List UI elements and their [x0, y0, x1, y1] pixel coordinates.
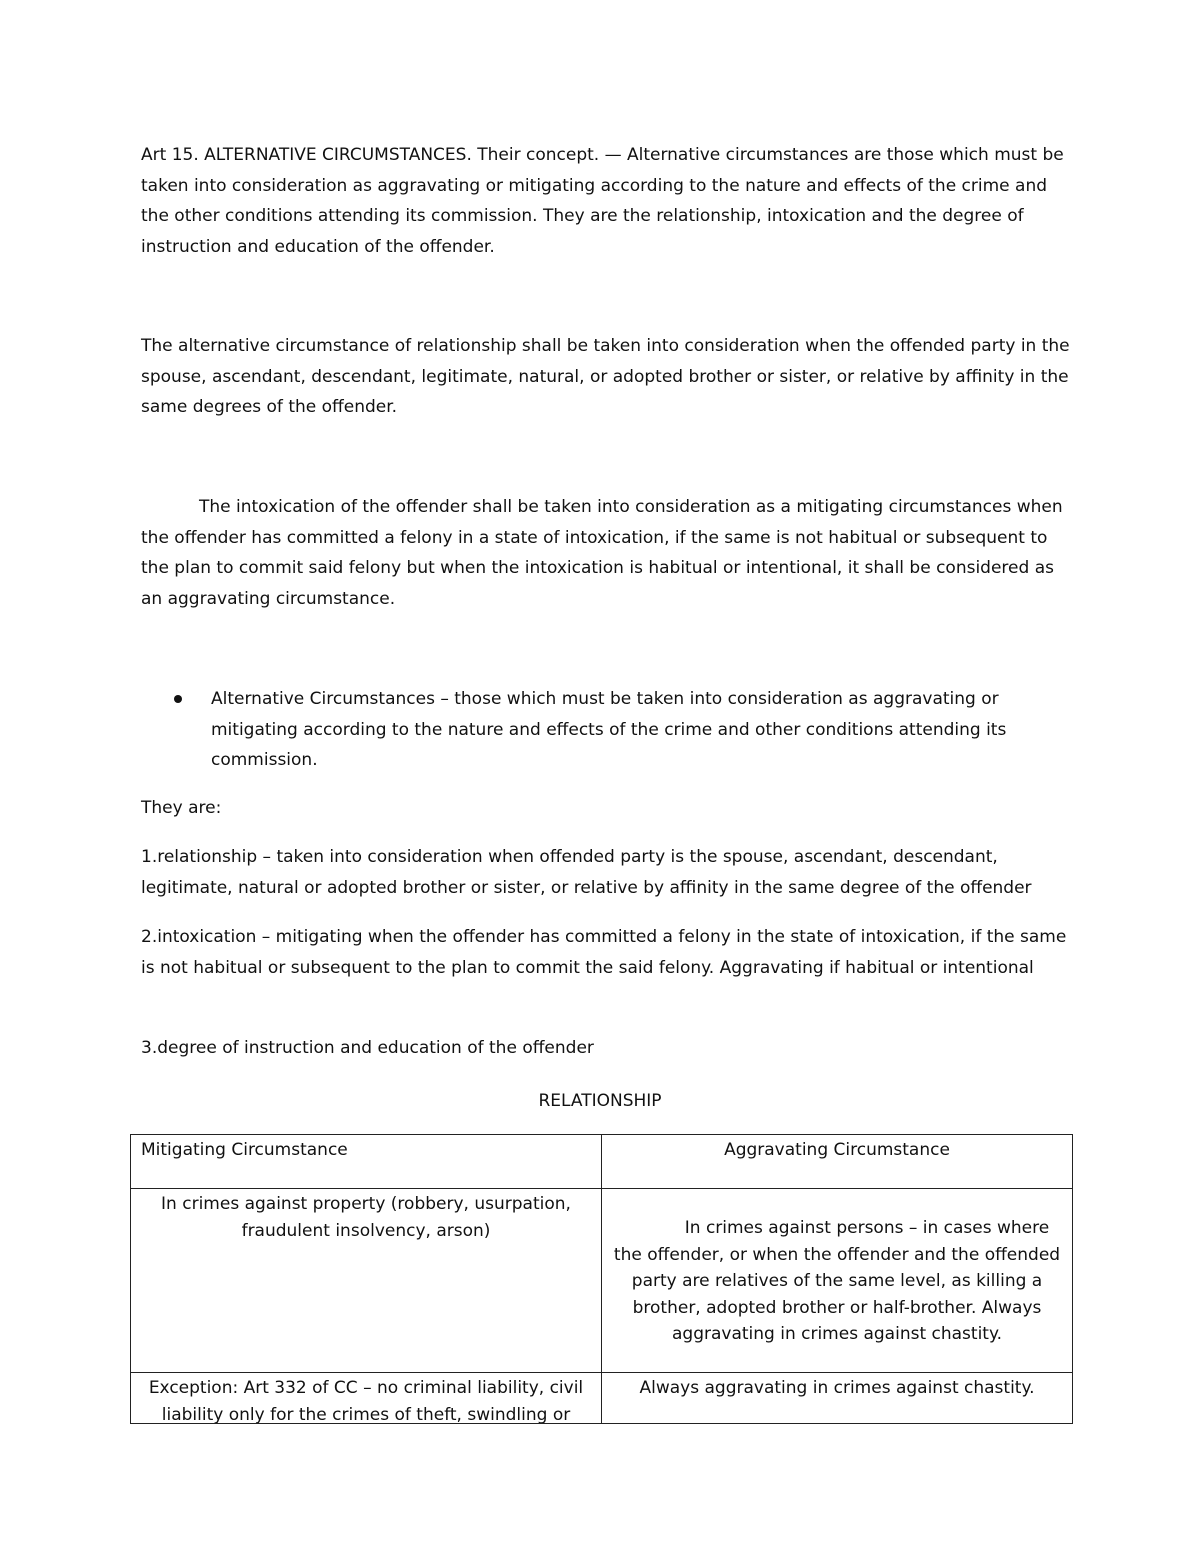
table-header-row [131, 1135, 1073, 1189]
relationship-table [130, 1134, 1073, 1424]
aggravating-persons-first-line: In crimes against persons – in cases where [684, 1218, 1050, 1238]
header-aggravating: Aggravating Circumstance [602, 1135, 1073, 1189]
list-item-education: 3.degree of instruction and education of the offender [141, 1038, 594, 1058]
bullet-dot-icon [174, 695, 182, 703]
relationship-table-title: RELATIONSHIP [538, 1091, 662, 1111]
bullet-text: Alternative Circumstances – those which must be taken into consideration as aggravating or mitigating according to the nature and effects of the crime and other conditions attending its commission. [211, 689, 1007, 770]
cell-mitigating-property: In crimes against property (robbery, usurpation, fraudulent insolvency, arson) [131, 1189, 602, 1373]
paragraph-article-15: Art 15. ALTERNATIVE CIRCUMSTANCES. Their concept. — Alternative circumstances are those which must be taken into consideration as aggravating or mitigating according to the nature and effects of the crime and the other conditions attending its commission. They are the relationship, intoxication and the degree of instruction and education of the offender. [141, 145, 1064, 257]
aggravating-persons-rest: the offender, or when the offender and the offended party are relatives of the same level, as killing a brother, adopted brother or half-brother. [613, 1244, 1061, 1318]
header-mitigating: Mitigating Circumstance [131, 1135, 602, 1189]
table-row [131, 1189, 1073, 1373]
paragraph-relationship: The alternative circumstance of relationship shall be taken into consideration when the offended party in the spouse, ascendant, descendant, legitimate, natural, or adopted brother or sister, or relative by affinity in the same degrees of the offender. [141, 336, 1070, 417]
list-item-intoxication: 2.intoxication – mitigating when the offender has committed a felony in the state of intoxication, if the same is not habitual or subsequent to the plan to commit the said felony. Aggravating if habitual or intentional [141, 927, 1067, 978]
cell-mitigating-exception [131, 1373, 602, 1424]
exception-text: Exception: Art 332 of CC – no criminal liability, civil liability only for the crimes of theft, swindling or [148, 1378, 584, 1423]
they-are-label: They are: [141, 798, 222, 818]
paragraph-intoxication: The intoxication of the offender shall be taken into consideration as a mitigating circumstances when the offender has committed a felony in a state of intoxication, if the same is not habitual or subsequent to the plan to commit said felony but when the intoxication is habitual or intentional, it shall be considered as an aggravating circumstance. [141, 497, 1063, 609]
list-item-relationship: 1.relationship – taken into consideration when offended party is the spouse, ascendant, descendant, legitimate, natural or adopted brother or sister, or relative by affinity in the same degree of the offender [141, 847, 1032, 898]
cell-aggravating-chastity: Always aggravating in crimes against chastity. [602, 1373, 1073, 1424]
cell-aggravating-persons [602, 1189, 1073, 1373]
aggravating-chastity-note: Always aggravating in crimes against chastity. [671, 1297, 1042, 1344]
table-row [131, 1373, 1073, 1424]
